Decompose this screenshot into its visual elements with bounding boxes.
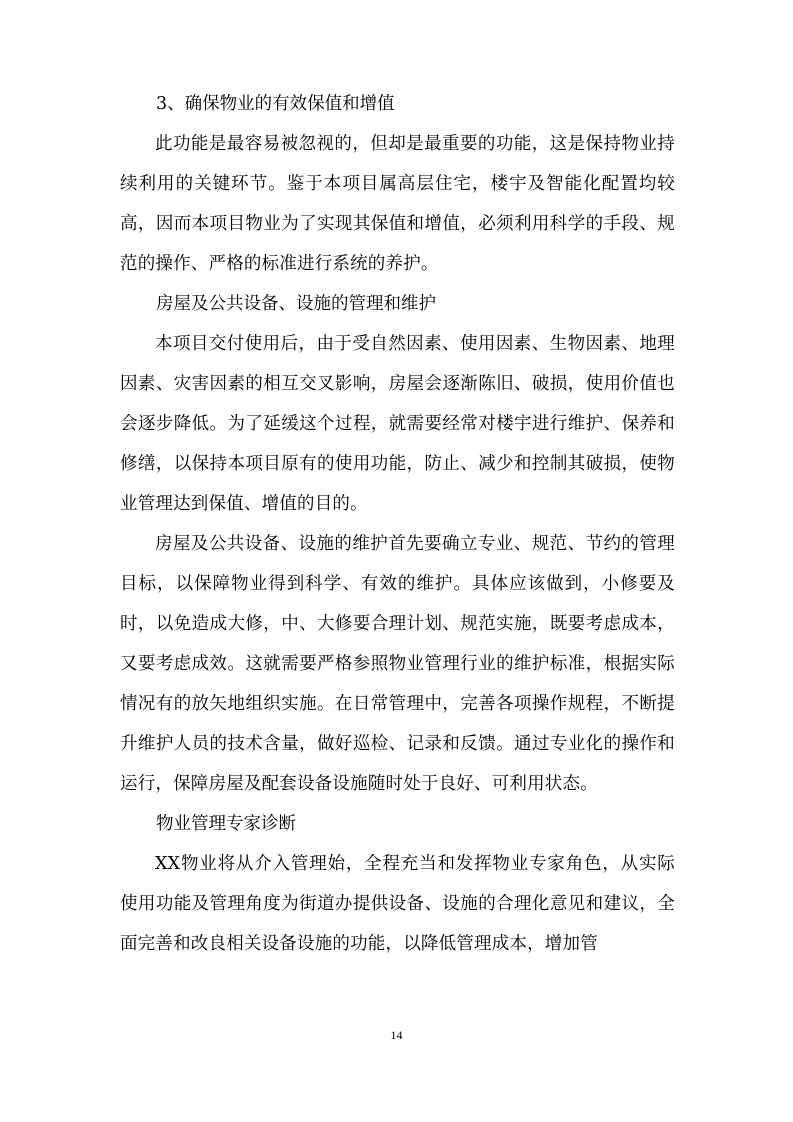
section-heading-preservation: 3、确保物业的有效保值和增值 <box>156 94 395 114</box>
paragraph-facility-deterioration: 本项目交付使用后，由于受自然因素、使用因素、生物因素、地理因素、灾害因素的相互交叉影响，房屋会逐渐陈旧、破损，使用价值也会逐步降低。为了延缓这个过程，就需要经常对楼宇进行维护、保养和修缮，以保持本项目原有的使用功能，防止、减少和控制其破损，使物业管理达到保值、增值的目的。 <box>120 334 675 514</box>
page-content <box>120 84 675 964</box>
paragraph-preservation-intro: 此功能是最容易被忽视的，但却是最重要的功能，这是保持物业持续利用的关键环节。鉴于本项目属高层住宅，楼宇及智能化配置均较高，因而本项目物业为了实现其保值和增值，必须利用科学的手段、规范的操作、严格的标准进行系统的养护。 <box>120 134 675 274</box>
page-number: 14 <box>390 1028 403 1042</box>
section-heading-facility-management: 房屋及公共设备、设施的管理和维护 <box>156 294 436 314</box>
section-heading-expert-diagnosis: 物业管理专家诊断 <box>156 814 296 834</box>
paragraph-expert-diagnosis: XX物业将从介入管理始，全程充当和发挥物业专家角色，从实际使用功能及管理角度为街道办提供设备、设施的合理化意见和建议，全面完善和改良相关设备设施的功能，以降低管理成本，增加管 <box>120 854 675 954</box>
paragraph-facility-maintenance: 房屋及公共设备、设施的维护首先要确立专业、规范、节约的管理目标，以保障物业得到科学、有效的维护。具体应该做到，小修要及时，以免造成大修，中、大修要合理计划、规范实施，既要考虑成本，又要考虑成效。这就需要严格参照物业管理行业的维护标准，根据实际情况有的放矢地组织实施。在日常管理中，完善各项操作规程，不断提升维护人员的技术含量，做好巡检、记录和反馈。通过专业化的操作和运行，保障房屋及配套设备设施随时处于良好、可利用状态。 <box>120 534 675 794</box>
